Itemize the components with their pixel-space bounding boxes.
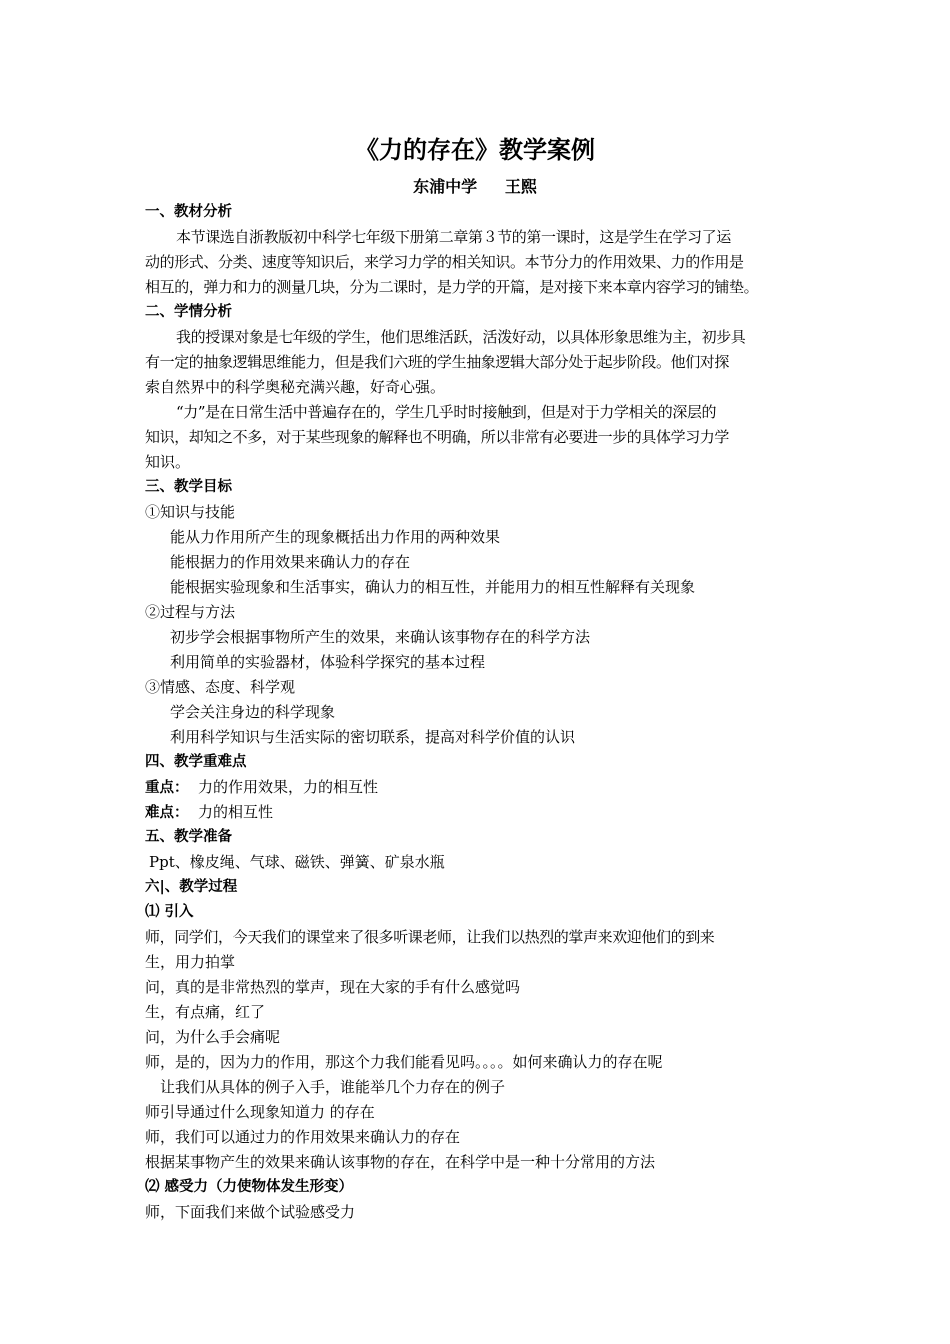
difficulty-line [145,800,825,825]
paragraph-line: 动的形式、分类、速度等知识后，来学习力学的相关知识。本节分力的作用效果、力的作用是 [145,253,744,271]
document-body [145,200,825,1225]
list-item: 学会关注身边的科学现象 [170,703,336,721]
list-item: 利用科学知识与生活实际的密切联系，提高对科学价值的认识 [170,728,576,746]
section-heading: 二、学情分析 [145,304,232,320]
section-heading: 三、教学目标 [145,479,232,495]
document-title: 《力的存在》教学案例 [355,136,595,164]
paragraph-line: 索自然界中的科学奥秘充满兴趣，好奇心强。 [145,378,446,396]
dialogue-line: 生，用力拍掌 [145,953,236,971]
dialogue-line: 让我们从具体的例子入手，谁能举几个力存在的例子 [160,1078,506,1096]
list-item: 利用简单的实验器材，体验科学探究的基本过程 [170,653,486,671]
list-item: 初步学会根据事物所产生的效果，来确认该事物存在的科学方法 [170,628,591,646]
paragraph-line: “力”是在日常生活中普遍存在的，学生几乎时时接触到，但是对于力学相关的深层的 [176,403,717,421]
difficulty-text: 力的相互性 [188,803,274,821]
document-author: 东浦中学 王熙 [413,177,537,196]
paragraph-line: 我的授课对象是七年级的学生，他们思维活跃，活泼好动，以具体形象思维为主，初步具 [176,328,746,346]
section-heading: 六|、教学过程 [145,879,238,895]
list-item: 能从力作用所产生的现象概括出力作用的两种效果 [170,528,501,546]
dialogue-line: 生，有点痛，红了 [145,1003,266,1021]
dialogue-line: 问，真的是非常热烈的掌声，现在大家的手有什么感觉吗 [145,978,521,996]
paragraph-line: 知识，却知之不多，对于某些现象的解释也不明确，所以非常有必要进一步的具体学习力学 [145,428,730,446]
section-heading: 四、教学重难点 [145,754,247,770]
subheading: ③情感、态度、科学观 [145,678,296,696]
step-heading: ⑵ 感受力（力使物体发生形变） [145,1179,354,1195]
subheading: ①知识与技能 [145,503,236,521]
difficulty-label: 难点： [145,805,189,821]
dialogue-line: 师引导通过什么现象知道力 的存在 [145,1103,375,1121]
list-item: 能根据力的作用效果来确认力的存在 [170,553,411,571]
dialogue-line: 师，我们可以通过力的作用效果来确认力的存在 [145,1128,461,1146]
section-heading: 五、教学准备 [145,829,232,845]
subheading: ②过程与方法 [145,603,236,621]
paragraph-line: 本节课选自浙教版初中科学七年级下册第二章第３节的第一课时，这是学生在学习了运 [176,228,731,246]
key-point-label: 重点： [145,780,189,796]
key-point-text: 力的作用效果，力的相互性 [188,778,379,796]
dialogue-line: 师，同学们，今天我们的课堂来了很多听课老师，让我们以热烈的掌声来欢迎他们的到来 [145,928,715,946]
dialogue-line: 问，为什么手会痛呢 [145,1028,281,1046]
key-point-line [145,775,825,800]
dialogue-line: 师，是的，因为力的作用，那这个力我们能看见吗。。。。如何来确认力的存在呢 [145,1053,663,1071]
paragraph-line: 知识。 [145,453,191,471]
list-item: 能根据实验现象和生活事实，确认力的相互性，并能用力的相互性解释有关现象 [170,578,696,596]
dialogue-line: 根据某事物产生的效果来确认该事物的存在，在科学中是一种十分常用的方法 [145,1153,656,1171]
step-heading: ⑴ 引入 [145,904,194,920]
paragraph-line: 相互的，弹力和力的测量几块，分为二课时，是力学的开篇，是对接下来本章内容学习的铺垫。 [145,278,759,296]
paragraph-line: 有一定的抽象逻辑思维能力，但是我们六班的学生抽象逻辑大部分处于起步阶段。他们对探 [145,353,730,371]
dialogue-line: 师，下面我们来做个试验感受力 [145,1203,356,1221]
materials-list: Ppt、橡皮绳、气球、磁铁、弹簧、矿泉水瓶 [149,853,445,871]
section-heading: 一、教材分析 [145,204,232,220]
